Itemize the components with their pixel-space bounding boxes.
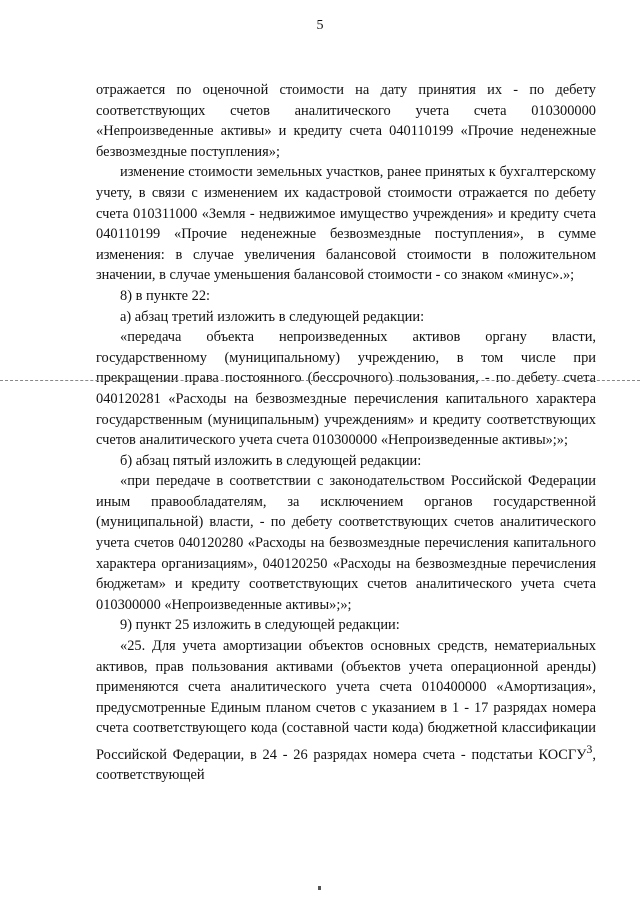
paragraph-tail: , соответствующей: [96, 746, 596, 784]
paragraph: а) абзац третий изложить в следующей редакции:: [120, 308, 425, 325]
footnote-ref[interactable]: 3: [586, 742, 593, 756]
paragraph-text: «25. Для учета амортизации объектов основных средств, нематериальных активов, прав пользования активами (объектов учета операционной аренды) применяются счета аналитического учета счета 010400000 «Амортизация», предусмотренные Единым планом счетов с указанием в 1 - 17 разрядах номера счета соответствующего кода (составной части кода) бюджетной классификации Российской Федерации, в 24 - 26 разрядах номера счета - подстатьи КОСГУ: [96, 638, 596, 763]
document-body: [96, 80, 596, 786]
paragraph: изменение стоимости земельных участков, ранее принятых к бухгалтерскому учету, в связи с изменением их кадастровой стоимости отражается по дебету счета 010311000 «Земля - недвижимое имущество учреждения» и кредиту счета 040110199 «Прочие неденежные безвозмездные поступления», в сумме изменения: в случае увеличения балансовой стоимости в положительном значении, в случае уменьшения балансовой стоимости - со знаком «минус».»;: [96, 164, 596, 284]
paragraph: «при передаче в соответствии с законодательством Российской Федерации иным правообладателям, за исключением органов государственной (муниципальной) власти, - по дебету соответствующих счетов аналитического учета счетов 040120280 «Расходы на безвозмездные перечисления капитального характера организациям», 040120250 «Расходы на безвозмездные перечисления бюджетам» и кредиту соответствующих счетов аналитического учета счета 010300000 «Непроизведенные активы»;»;: [96, 473, 596, 613]
paragraph-with-footnote: [96, 636, 596, 786]
paragraph: отражается по оценочной стоимости на дату принятия их - по дебету соответствующих счетов аналитического учета счета 010300000 «Непроизведенные активы» и кредиту счета 040110199 «Прочие неденежные безвозмездные поступления»;: [96, 82, 596, 160]
scan-artifact-line: [0, 380, 640, 381]
scan-artifact-mark: [318, 886, 321, 890]
paragraph: б) абзац пятый изложить в следующей редакции:: [120, 452, 422, 469]
page-number: 5: [316, 18, 324, 33]
paragraph: 8) в пункте 22:: [120, 287, 211, 304]
paragraph: «передача объекта непроизведенных активов органу власти, государственному (муниципальному) учреждению, в том числе при прекращении права постоянного (бессрочного) пользования, - по дебету счета 040120281 «Расходы на безвозмездные перечисления капитального характера государственным (муниципальным) учреждениям» и кредиту соответствующих счетов аналитического учета счета 010300000 «Непроизведенные активы»;»;: [96, 329, 596, 449]
paragraph: 9) пункт 25 изложить в следующей редакции:: [120, 617, 400, 634]
